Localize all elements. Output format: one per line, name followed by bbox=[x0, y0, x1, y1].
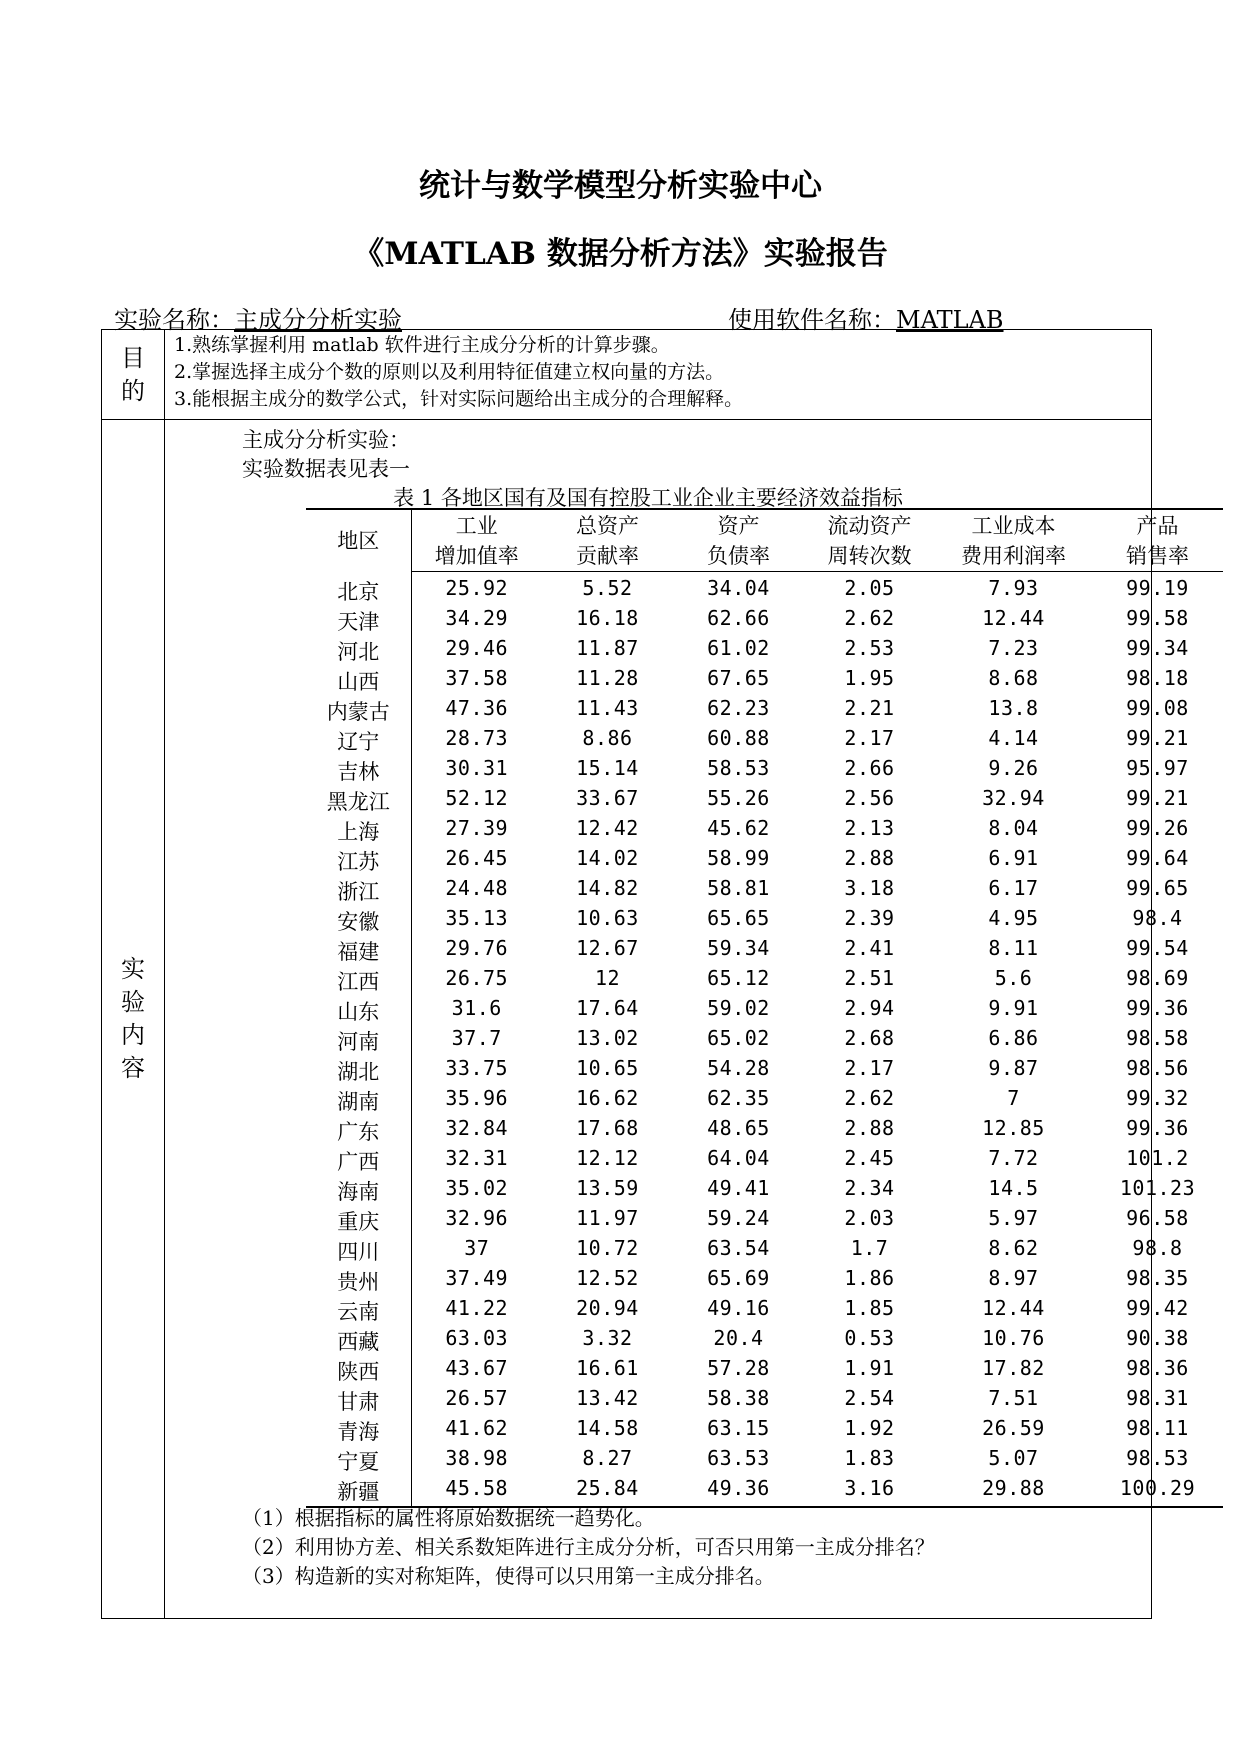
value-cell: 2.94 bbox=[844, 995, 895, 1020]
value-cell: 32.31 bbox=[445, 1145, 509, 1170]
value-cell: 95.97 bbox=[1126, 755, 1189, 780]
table-row bbox=[306, 906, 1223, 936]
value-cell: 1.95 bbox=[844, 665, 895, 690]
value-cell: 2.62 bbox=[844, 1085, 895, 1110]
table-row bbox=[306, 1356, 1223, 1386]
value-cell: 2.39 bbox=[844, 905, 895, 930]
task-note: （2）利用协方差、相关系数矩阵进行主成分分析，可否只用第一主成分排名？ bbox=[242, 1535, 935, 1559]
value-cell: 98.53 bbox=[1126, 1445, 1189, 1470]
value-cell: 16.18 bbox=[576, 605, 639, 630]
value-cell: 2.05 bbox=[844, 576, 895, 600]
value-cell: 32.94 bbox=[982, 785, 1045, 810]
value-cell: 10.72 bbox=[576, 1235, 639, 1260]
value-cell: 63.15 bbox=[707, 1415, 770, 1440]
value-cell: 45.62 bbox=[707, 815, 770, 840]
content-data-reference: 实验数据表见表一 bbox=[242, 457, 410, 481]
content-intro: 主成分分析实验： bbox=[242, 428, 410, 452]
value-cell: 99.36 bbox=[1126, 1115, 1189, 1140]
value-cell: 99.58 bbox=[1126, 605, 1189, 630]
table-row bbox=[306, 816, 1223, 846]
value-cell: 99.54 bbox=[1126, 935, 1189, 960]
value-cell: 101.2 bbox=[1126, 1145, 1189, 1170]
value-cell: 2.88 bbox=[844, 1115, 895, 1140]
value-cell: 15.14 bbox=[576, 755, 639, 780]
value-cell: 98.36 bbox=[1126, 1355, 1189, 1380]
value-cell: 2.45 bbox=[844, 1145, 895, 1170]
value-cell: 2.53 bbox=[844, 635, 895, 660]
value-cell: 11.28 bbox=[576, 665, 639, 690]
table-row bbox=[306, 606, 1223, 636]
value-cell: 58.81 bbox=[707, 875, 770, 900]
value-cell: 5.97 bbox=[988, 1205, 1039, 1230]
value-cell: 12.42 bbox=[576, 815, 639, 840]
table-row bbox=[306, 966, 1223, 996]
value-cell: 63.03 bbox=[445, 1325, 509, 1350]
experiment-name-label: 实验名称： bbox=[114, 306, 234, 334]
table-row bbox=[306, 1056, 1223, 1086]
value-cell: 1.7 bbox=[850, 1235, 889, 1260]
table-row bbox=[306, 846, 1223, 876]
region-cell: 湖北 bbox=[306, 1056, 411, 1086]
table-row bbox=[306, 1236, 1223, 1266]
value-cell: 6.86 bbox=[988, 1025, 1039, 1050]
report-form bbox=[101, 329, 1196, 1619]
region-cell: 重庆 bbox=[306, 1206, 411, 1236]
value-cell: 12 bbox=[594, 965, 621, 990]
value-cell: 47.36 bbox=[445, 695, 509, 720]
task-note: （3）构造新的实对称矩阵，使得可以只用第一主成分排名。 bbox=[242, 1564, 775, 1588]
value-cell: 37 bbox=[464, 1235, 490, 1260]
value-cell: 13.8 bbox=[988, 695, 1039, 720]
value-cell: 11.43 bbox=[576, 695, 639, 720]
value-cell: 34.29 bbox=[445, 605, 509, 630]
value-cell: 101.23 bbox=[1119, 1175, 1196, 1200]
value-cell: 96.58 bbox=[1126, 1205, 1189, 1230]
value-cell: 11.97 bbox=[576, 1205, 639, 1230]
value-cell: 7.93 bbox=[988, 576, 1039, 600]
region-cell: 宁夏 bbox=[306, 1446, 411, 1476]
region-cell: 广西 bbox=[306, 1146, 411, 1176]
value-cell: 7 bbox=[1007, 1085, 1020, 1110]
value-cell: 31.6 bbox=[451, 995, 502, 1020]
value-cell: 41.22 bbox=[445, 1295, 509, 1320]
value-cell: 2.66 bbox=[844, 755, 895, 780]
value-cell: 99.42 bbox=[1126, 1295, 1189, 1320]
value-cell: 12.44 bbox=[982, 1295, 1045, 1320]
value-cell: 63.53 bbox=[707, 1445, 770, 1470]
content-cell bbox=[165, 420, 1196, 1619]
value-cell: 3.18 bbox=[844, 875, 895, 900]
value-cell: 63.54 bbox=[707, 1235, 770, 1260]
value-cell: 60.88 bbox=[707, 725, 770, 750]
value-cell: 37.49 bbox=[445, 1265, 509, 1290]
table-row bbox=[306, 1086, 1223, 1116]
region-cell: 内蒙古 bbox=[306, 696, 411, 726]
table-row bbox=[306, 726, 1223, 756]
value-cell: 1.85 bbox=[844, 1295, 895, 1320]
value-cell: 99.26 bbox=[1126, 815, 1189, 840]
value-cell: 5.52 bbox=[582, 576, 633, 600]
table-row bbox=[306, 1176, 1223, 1206]
value-cell: 62.35 bbox=[707, 1085, 770, 1110]
region-cell: 河南 bbox=[306, 1026, 411, 1056]
value-cell: 16.61 bbox=[576, 1355, 639, 1380]
value-cell: 3.16 bbox=[804, 1476, 935, 1507]
value-cell: 2.17 bbox=[844, 725, 895, 750]
value-cell: 9.87 bbox=[988, 1055, 1039, 1080]
value-cell: 99.19 bbox=[1126, 576, 1189, 600]
value-cell: 20.94 bbox=[576, 1295, 639, 1320]
region-column-header: 地区 bbox=[306, 509, 411, 572]
value-cell: 25.92 bbox=[445, 576, 509, 600]
value-cell: 57.28 bbox=[707, 1355, 770, 1380]
value-cell: 8.62 bbox=[988, 1235, 1039, 1260]
value-cell: 67.65 bbox=[707, 665, 770, 690]
column-header: 流动资产 bbox=[827, 514, 912, 538]
value-cell: 33.75 bbox=[445, 1055, 509, 1080]
value-cell: 2.21 bbox=[844, 695, 895, 720]
table-row bbox=[306, 876, 1223, 906]
value-cell: 59.34 bbox=[707, 935, 770, 960]
value-cell: 2.68 bbox=[844, 1025, 895, 1050]
value-cell: 6.17 bbox=[988, 875, 1039, 900]
value-cell: 98.58 bbox=[1126, 1025, 1189, 1050]
region-cell: 北京 bbox=[306, 572, 411, 606]
table-row bbox=[306, 1326, 1223, 1356]
value-cell: 30.31 bbox=[445, 755, 509, 780]
value-cell: 35.13 bbox=[445, 905, 509, 930]
value-cell: 65.02 bbox=[707, 1025, 770, 1050]
value-cell: 8.11 bbox=[988, 935, 1039, 960]
value-cell: 90.38 bbox=[1126, 1325, 1189, 1350]
value-cell: 12.67 bbox=[576, 935, 639, 960]
value-cell: 17.64 bbox=[576, 995, 639, 1020]
value-cell: 98.4 bbox=[1132, 905, 1183, 930]
value-cell: 32.84 bbox=[445, 1115, 509, 1140]
value-cell: 10.63 bbox=[576, 905, 639, 930]
table-row bbox=[306, 1206, 1223, 1236]
purpose-item: 3.能根据主成分的数学公式，针对实际问题给出主成分的合理解释。 bbox=[174, 388, 744, 410]
region-cell: 辽宁 bbox=[306, 726, 411, 756]
value-cell: 26.59 bbox=[982, 1415, 1045, 1440]
value-cell: 4.95 bbox=[988, 905, 1039, 930]
table-row bbox=[306, 1116, 1223, 1146]
value-cell: 5.07 bbox=[988, 1445, 1039, 1470]
region-cell: 安徽 bbox=[306, 906, 411, 936]
region-cell: 河北 bbox=[306, 636, 411, 666]
value-cell: 14.5 bbox=[988, 1175, 1039, 1200]
value-cell: 7.72 bbox=[988, 1145, 1039, 1170]
purpose-cell bbox=[165, 330, 1152, 420]
value-cell: 6.91 bbox=[988, 845, 1039, 870]
value-cell: 59.02 bbox=[707, 995, 770, 1020]
value-cell: 17.82 bbox=[982, 1355, 1045, 1380]
indicator-table bbox=[306, 508, 1223, 1508]
value-cell: 2.51 bbox=[844, 965, 895, 990]
region-cell: 山西 bbox=[306, 666, 411, 696]
value-cell: 99.08 bbox=[1126, 695, 1189, 720]
region-cell: 江苏 bbox=[306, 846, 411, 876]
purpose-label bbox=[102, 330, 165, 420]
value-cell: 1.83 bbox=[844, 1445, 895, 1470]
value-cell: 13.02 bbox=[576, 1025, 639, 1050]
region-cell: 天津 bbox=[306, 606, 411, 636]
value-cell: 99.34 bbox=[1126, 635, 1189, 660]
table-caption: 表 1 各地区国有及国有控股工业企业主要经济效益指标 bbox=[393, 486, 903, 510]
value-cell: 13.42 bbox=[576, 1385, 639, 1410]
value-cell: 98.8 bbox=[1132, 1235, 1183, 1260]
value-cell: 12.52 bbox=[576, 1265, 639, 1290]
value-cell: 2.03 bbox=[844, 1205, 895, 1230]
value-cell: 49.36 bbox=[673, 1476, 804, 1507]
table-row bbox=[306, 636, 1223, 666]
value-cell: 7.23 bbox=[988, 635, 1039, 660]
indicator-table-body bbox=[306, 572, 1223, 1507]
column-header: 工业 bbox=[455, 514, 498, 538]
column-header: 资产 bbox=[717, 514, 760, 538]
column-header: 工业成本 bbox=[971, 514, 1056, 538]
value-cell: 99.64 bbox=[1126, 845, 1189, 870]
value-cell: 20.4 bbox=[713, 1325, 764, 1350]
value-cell: 8.27 bbox=[582, 1445, 633, 1470]
table-row bbox=[306, 1266, 1223, 1296]
software-name-value: MATLAB bbox=[896, 306, 1004, 334]
value-cell: 10.65 bbox=[576, 1055, 639, 1080]
value-cell: 98.31 bbox=[1126, 1385, 1189, 1410]
value-cell: 37.58 bbox=[445, 665, 509, 690]
value-cell: 43.67 bbox=[445, 1355, 509, 1380]
value-cell: 2.13 bbox=[844, 815, 895, 840]
table-row bbox=[306, 996, 1223, 1026]
value-cell: 58.99 bbox=[707, 845, 770, 870]
value-cell: 10.76 bbox=[982, 1325, 1045, 1350]
value-cell: 100.29 bbox=[1092, 1476, 1223, 1507]
table-row bbox=[306, 1296, 1223, 1326]
content-label-text: 实 验 内 容 bbox=[121, 955, 145, 1082]
table-row bbox=[306, 1386, 1223, 1416]
region-cell: 吉林 bbox=[306, 756, 411, 786]
value-cell: 1.92 bbox=[844, 1415, 895, 1440]
value-cell: 99.21 bbox=[1126, 785, 1189, 810]
purpose-item: 2.掌握选择主成分个数的原则以及利用特征值建立权向量的方法。 bbox=[174, 361, 725, 383]
value-cell: 14.82 bbox=[576, 875, 639, 900]
table-row bbox=[306, 936, 1223, 966]
value-cell: 2.88 bbox=[844, 845, 895, 870]
table-row bbox=[306, 1026, 1223, 1056]
value-cell: 65.12 bbox=[707, 965, 770, 990]
value-cell: 11.87 bbox=[576, 635, 639, 660]
column-header: 贡献率 bbox=[542, 541, 673, 572]
value-cell: 27.39 bbox=[445, 815, 509, 840]
value-cell: 25.84 bbox=[542, 1476, 673, 1507]
value-cell: 32.96 bbox=[445, 1205, 509, 1230]
value-cell: 49.41 bbox=[707, 1175, 770, 1200]
value-cell: 1.86 bbox=[844, 1265, 895, 1290]
value-cell: 58.53 bbox=[707, 755, 770, 780]
table-row bbox=[306, 696, 1223, 726]
region-cell: 黑龙江 bbox=[306, 786, 411, 816]
value-cell: 8.68 bbox=[988, 665, 1039, 690]
purpose-label-text: 目 的 bbox=[121, 343, 145, 405]
value-cell: 5.6 bbox=[994, 965, 1033, 990]
value-cell: 35.96 bbox=[445, 1085, 509, 1110]
value-cell: 33.67 bbox=[576, 785, 639, 810]
column-header: 产品 bbox=[1136, 514, 1179, 538]
value-cell: 26.57 bbox=[445, 1385, 509, 1410]
value-cell: 2.54 bbox=[844, 1385, 895, 1410]
value-cell: 7.51 bbox=[988, 1385, 1039, 1410]
value-cell: 1.91 bbox=[844, 1355, 895, 1380]
table-row bbox=[306, 666, 1223, 696]
column-header: 销售率 bbox=[1092, 541, 1223, 572]
value-cell: 58.38 bbox=[707, 1385, 770, 1410]
experiment-name-value: 主成分分析实验 bbox=[234, 306, 402, 334]
value-cell: 48.65 bbox=[707, 1115, 770, 1140]
value-cell: 8.86 bbox=[582, 725, 633, 750]
content-label bbox=[102, 420, 165, 1619]
column-header: 负债率 bbox=[673, 541, 804, 572]
value-cell: 28.73 bbox=[445, 725, 509, 750]
value-cell: 2.56 bbox=[844, 785, 895, 810]
region-cell: 福建 bbox=[306, 936, 411, 966]
software-name-label: 使用软件名称： bbox=[728, 306, 896, 334]
value-cell: 29.76 bbox=[445, 935, 509, 960]
value-cell: 98.69 bbox=[1126, 965, 1189, 990]
value-cell: 4.14 bbox=[988, 725, 1039, 750]
column-header: 费用利润率 bbox=[935, 541, 1092, 572]
value-cell: 9.91 bbox=[988, 995, 1039, 1020]
value-cell: 99.36 bbox=[1126, 995, 1189, 1020]
value-cell: 14.02 bbox=[576, 845, 639, 870]
value-cell: 98.56 bbox=[1126, 1055, 1189, 1080]
region-cell: 四川 bbox=[306, 1236, 411, 1266]
region-cell: 新疆 bbox=[306, 1476, 411, 1507]
table-row bbox=[306, 1446, 1223, 1476]
column-header: 增加值率 bbox=[411, 541, 542, 572]
value-cell: 35.02 bbox=[445, 1175, 509, 1200]
value-cell: 29.88 bbox=[935, 1476, 1092, 1507]
value-cell: 2.17 bbox=[844, 1055, 895, 1080]
value-cell: 37.7 bbox=[451, 1025, 502, 1050]
value-cell: 98.18 bbox=[1126, 665, 1189, 690]
table-row bbox=[306, 1416, 1223, 1446]
region-cell: 西藏 bbox=[306, 1326, 411, 1356]
region-cell: 云南 bbox=[306, 1296, 411, 1326]
region-cell: 甘肃 bbox=[306, 1386, 411, 1416]
region-cell: 上海 bbox=[306, 816, 411, 846]
task-note: （1）根据指标的属性将原始数据统一趋势化。 bbox=[242, 1506, 655, 1530]
column-header: 周转次数 bbox=[804, 541, 935, 572]
value-cell: 9.26 bbox=[988, 755, 1039, 780]
value-cell: 8.04 bbox=[988, 815, 1039, 840]
value-cell: 2.34 bbox=[844, 1175, 895, 1200]
value-cell: 26.75 bbox=[445, 965, 509, 990]
value-cell: 34.04 bbox=[707, 576, 770, 600]
value-cell: 64.04 bbox=[707, 1145, 770, 1170]
value-cell: 3.32 bbox=[582, 1325, 633, 1350]
value-cell: 98.35 bbox=[1126, 1265, 1189, 1290]
value-cell: 45.58 bbox=[411, 1476, 542, 1507]
value-cell: 12.44 bbox=[982, 605, 1045, 630]
value-cell: 65.65 bbox=[707, 905, 770, 930]
value-cell: 26.45 bbox=[445, 845, 509, 870]
region-cell: 江西 bbox=[306, 966, 411, 996]
value-cell: 61.02 bbox=[707, 635, 770, 660]
table-row bbox=[306, 786, 1223, 816]
value-cell: 62.66 bbox=[707, 605, 770, 630]
value-cell: 59.24 bbox=[707, 1205, 770, 1230]
report-title: 《MATLAB 数据分析方法》实验报告 bbox=[353, 236, 888, 272]
column-header: 总资产 bbox=[576, 514, 639, 538]
value-cell: 12.85 bbox=[982, 1115, 1045, 1140]
value-cell: 0.53 bbox=[844, 1325, 895, 1350]
region-cell: 广东 bbox=[306, 1116, 411, 1146]
report-center-title: 统计与数学模型分析实验中心 bbox=[419, 168, 822, 204]
value-cell: 24.48 bbox=[445, 875, 509, 900]
region-cell: 陕西 bbox=[306, 1356, 411, 1386]
value-cell: 16.62 bbox=[576, 1085, 639, 1110]
value-cell: 99.21 bbox=[1126, 725, 1189, 750]
purpose-item: 1.熟练掌握利用 matlab 软件进行主成分分析的计算步骤。 bbox=[174, 334, 670, 356]
region-cell: 海南 bbox=[306, 1176, 411, 1206]
value-cell: 17.68 bbox=[576, 1115, 639, 1140]
region-cell: 湖南 bbox=[306, 1086, 411, 1116]
value-cell: 13.59 bbox=[576, 1175, 639, 1200]
table-row bbox=[306, 1146, 1223, 1176]
value-cell: 55.26 bbox=[707, 785, 770, 810]
value-cell: 2.62 bbox=[844, 605, 895, 630]
region-cell: 山东 bbox=[306, 996, 411, 1026]
value-cell: 99.32 bbox=[1126, 1085, 1189, 1110]
value-cell: 29.46 bbox=[445, 635, 509, 660]
region-cell: 贵州 bbox=[306, 1266, 411, 1296]
value-cell: 65.69 bbox=[707, 1265, 770, 1290]
value-cell: 14.58 bbox=[576, 1415, 639, 1440]
value-cell: 38.98 bbox=[445, 1445, 509, 1470]
table-row bbox=[306, 572, 1223, 606]
value-cell: 41.62 bbox=[445, 1415, 509, 1440]
region-cell: 青海 bbox=[306, 1416, 411, 1446]
value-cell: 52.12 bbox=[445, 785, 509, 810]
value-cell: 49.16 bbox=[707, 1295, 770, 1320]
value-cell: 54.28 bbox=[707, 1055, 770, 1080]
region-cell: 浙江 bbox=[306, 876, 411, 906]
value-cell: 8.97 bbox=[988, 1265, 1039, 1290]
value-cell: 62.23 bbox=[707, 695, 770, 720]
table-row bbox=[306, 756, 1223, 786]
value-cell: 12.12 bbox=[576, 1145, 639, 1170]
value-cell: 2.41 bbox=[844, 935, 895, 960]
value-cell: 98.11 bbox=[1126, 1415, 1189, 1440]
value-cell: 99.65 bbox=[1126, 875, 1189, 900]
